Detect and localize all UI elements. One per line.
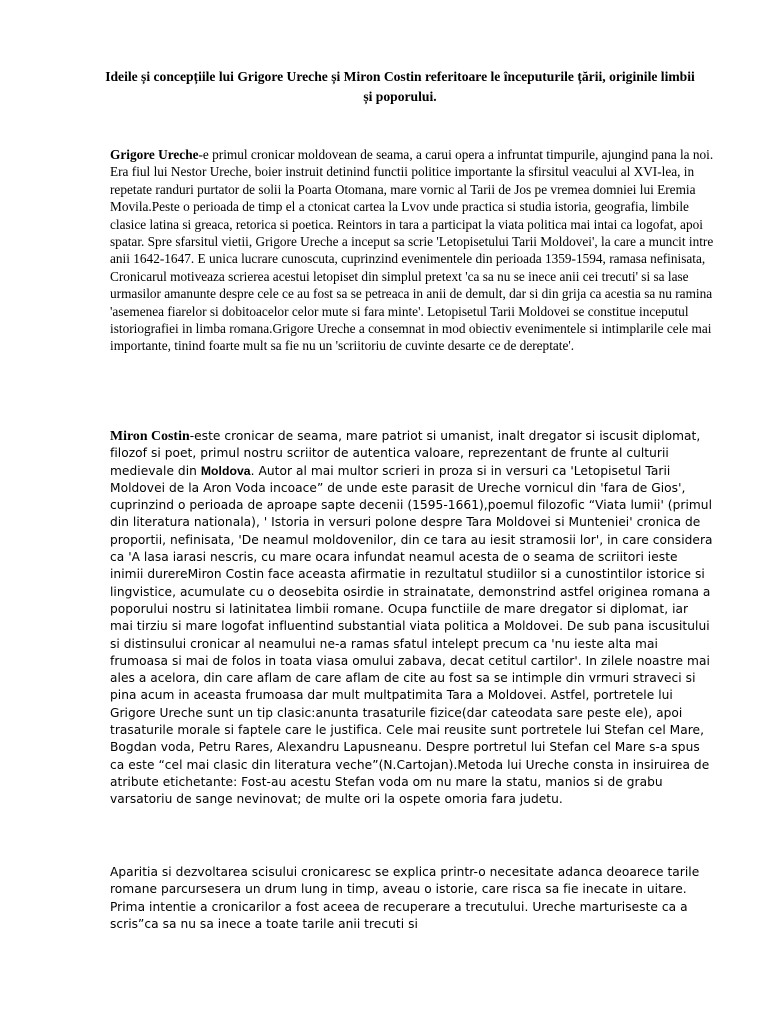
paragraph-text-part-a: -este cronicar de seama, mare patriot si umanist, inalt dregator si iscusit diplomat, filozof si poet, primul nostru scriitor de autentica valoare, reprezentant de frunte al culturii medievale din <box>110 429 701 478</box>
paragraph-cronicari: Aparitia si dezvoltarea scisului cronicaresc se explica printr-o necesitate adanca deoarece tarile romane parcursesera un drum lung in timp, aveau o istorie, care risca sa fie inecate in uitare. Prima intentie a cronicarilor a fost aceea de recuperare a trecutului. Ureche marturiseste ca a scris”ca sa nu sa inece a toate tarile anii trecuti si <box>110 865 700 931</box>
document-title: Ideile și concepțiile lui Grigore Ureche și Miron Costin referitoare le începuturile țării, originile limbii și poporului. <box>105 69 695 104</box>
paragraph-lead-miron-costin: Miron Costin <box>110 428 190 443</box>
paragraph-text-part-b: . Autor al mai multor scrieri in proza si in versuri ca 'Letopisetul Tarii Moldovei de la Aron Voda incoace” de unde este parasit de Ureche vornicul din 'fara de Gios', cuprinzind o perioada de aproape sapte decenii (1595-1661),poemul filozofic “Viata lumii' (primul din literatura nationala), ' Istoria in versuri polone despre Tara Moldovei si Munteniei' cronica de proportii, nefinisata, 'De neamul moldovenilor, din ce tara au iesit stramosii lor', in care considera ca 'A lasa iarasi nescris, cu mare ocara infundat neamul acesta de o seama de scriitori ieste inimii durereMiron Costin face aceasta afirmatie in rezultatul studiilor si a cunostintilor istorice si lingvistice, acumulate cu o deosebita osirdie in strainatate, demonstrind astfel originea romana a poporului nostru si latinitatea limbii romane. Ocupa functiile de mare dregator si diplomat, iar mai tirziu si mare logofat influentind substantial viata politica a Moldovei. De sub pana iscusitului si distinsului cronicar al neamului ne-a ramas sfatul intelept precum ca 'nu ieste alta mai frumoasa si mai de folos in toata viasa omului zabava, decat cetitul cartilor'. In zilele noastre mai ales a acelora, din care aflam de care aflam de cite au fost sa se intimple din vrmuri straveci si pina acum in aceasta frumoasa dar mult multpatimita Tara a Moldovei. Astfel, portretele lui Grigore Ureche sunt un tip clasic:anunta trasaturile fizice(dar cateodata sare peste ele), apoi trasaturile morale si faptele care le justifica. Cele mai reusite sunt portretele lui Stefan cel Mare, Bogdan voda, Petru Rares, Alexandru Lapusneanu. Despre portretul lui Stefan cel Mare s-a spus ca este “cel mai clasic din literatura veche”(N.Cartojan).Metoda lui Ureche consta in insiruirea de atribute etichetante: Fost-au acestu Stefan voda om nu mare la statu, manios si de grabu varsatoriu de sange nevinovat; de multe ori la ospete omoria fara judetu. <box>110 463 713 807</box>
paragraph-miron-costin <box>110 427 714 809</box>
bold-word-moldova: Moldova <box>200 463 251 478</box>
paragraph-lead-grigore-ureche: Grigore Ureche <box>110 147 199 162</box>
paragraph-text: -e primul cronicar moldovean de seama, a carui opera a infruntat timpurile, ajungind pana la noi. Era fiul lui Nestor Ureche, boier instruit detinind functii politice importante la sfirsitul veacului al XVI-lea, in repetate randuri purtator de solii la Poarta Otomana, mare vornic al Tarii de Jos pe vremea domniei lui Eremia Movila.Peste o perioada de timp el a ctonicat cartea la Lvov unde practica si studia istoria, geografia, limbile clasice latina si greaca, retorica si poetica. Reintors in tara a participat la viata politica mai intai ca logofat, apoi spatar. Spre sfarsitul vietii, Grigore Ureche a inceput sa scrie 'Letopisetului Tarii Moldovei', la care a muncit intre anii 1642-1647. E unica lucrare cunoscuta, cuprinzind evenimentele din perioada 1359-1594, ramasa nefinisata, Cronicarul motiveaza scrierea acestui letopiset din simplul pretext 'ca sa nu se inece anii cei trecuti' si sa lase urmasilor amanunte despre cele ce au fost sa se petreaca in anii de demult, dar si din grija ca acestia sa nu ramina 'asemenea fiarelor si dobitoacelor celor mute si fara minte'. Letopisetul Tarii Moldovei se constitue inceputul istoriografiei in limba romana.Grigore Ureche a consemnat in mod obiectiv evenimentele si intimplarile cele mai importante, tinind foarte mult sa fie nu un 'scriitoriu de cuvinte desarte ce de dereptate'. <box>110 147 714 354</box>
paragraph-grigore-ureche <box>110 146 720 355</box>
